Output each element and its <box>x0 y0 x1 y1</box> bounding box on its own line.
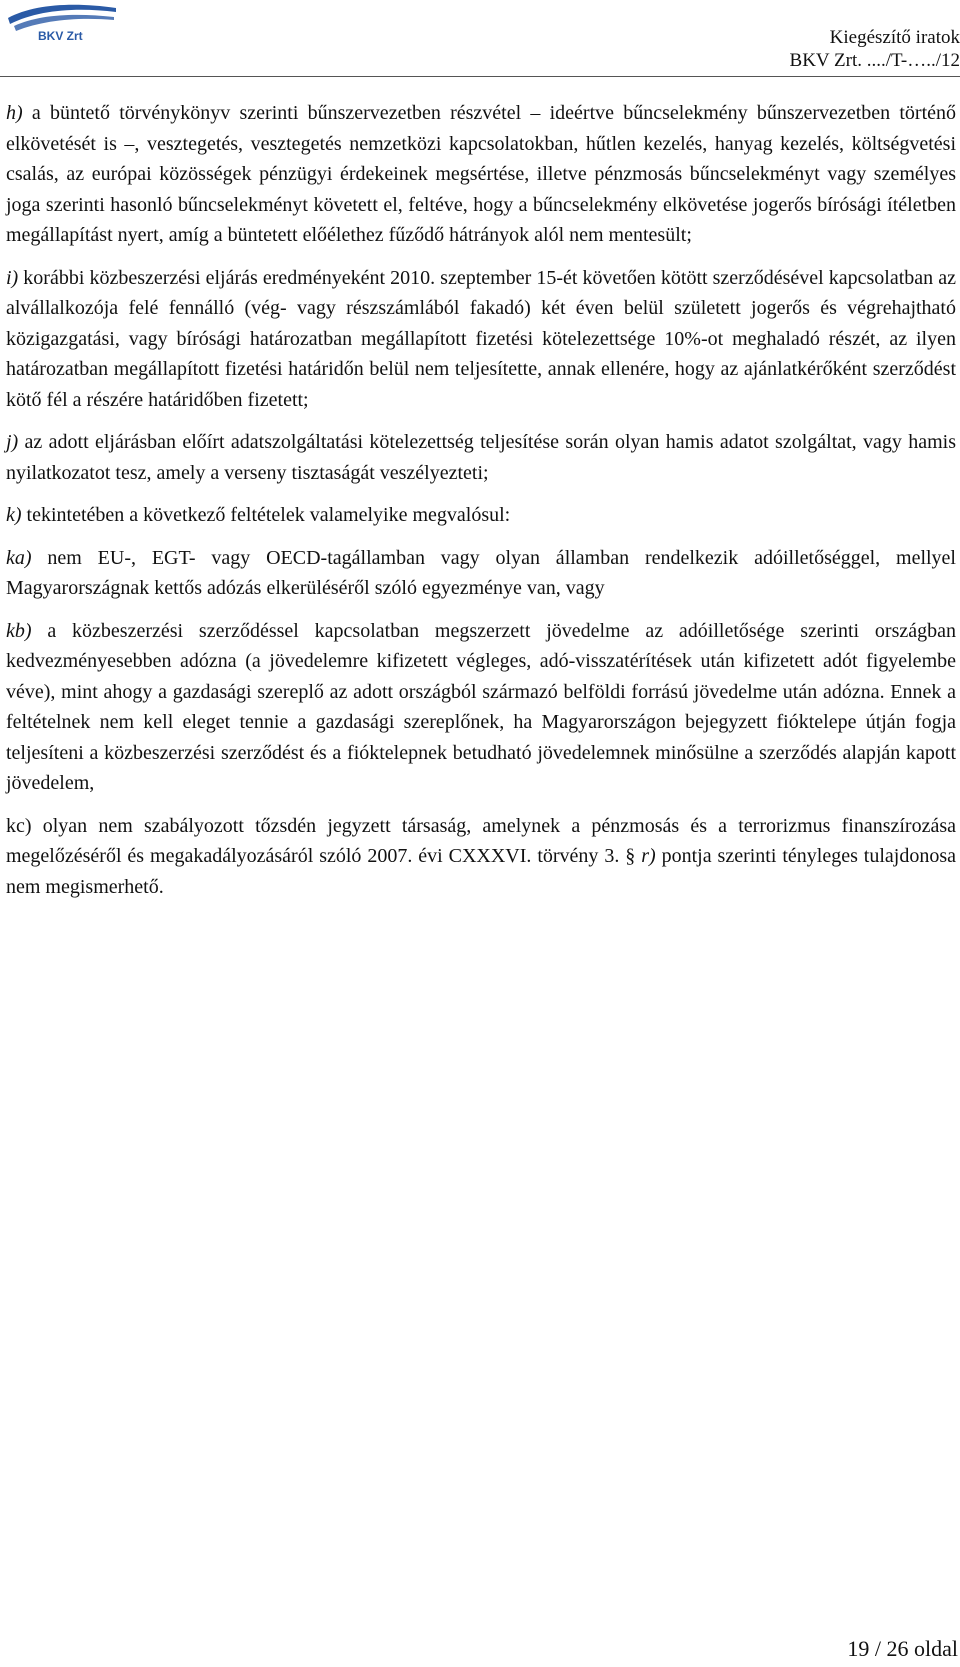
paragraph-h <box>6 98 956 251</box>
paragraph-j <box>6 427 956 488</box>
paragraph-label: ka) <box>6 546 32 569</box>
paragraph-italic-ref: r) <box>641 845 656 867</box>
paragraph-text: nem EU-, EGT- vagy OECD-tagállamban vagy olyan államban rendelkezik adóilletőséggel, mellyel Magyarországnak kettős adózás elkerüléséről szóló egyezménye van, vagy <box>6 546 956 599</box>
page-number: 19 / 26 oldal <box>847 1636 958 1661</box>
page-header <box>0 0 960 80</box>
paragraph-text: a közbeszerzési szerződéssel kapcsolatban megszerzett jövedelme az adóilletősége szerinti országban kedvezményesebben adózna (a jövedelemre kifizetett végleges, adó-visszatérítések után kifizetett adót figyelembe véve), mint ahogy a gazdasági szereplő az adott országból származó belföldi forrású jövedelme után adózna. Ennek a feltételnek nem kell eleget tennie a gazdasági szereplőnek, ha Magyarországon bejegyzett fióktelepe útján fogja teljesíteni a közbeszerzési szerződést és a fióktelepnek betudható jövedelemnek minősülne a szerződés alapján kapott jövedelem, <box>6 619 956 794</box>
document-body <box>6 98 956 914</box>
paragraph-text: az adott eljárásban előírt adatszolgáltatási kötelezettség teljesítése során olyan hamis adatot szolgáltat, vagy hamis nyilatkozatot tesz, amely a verseny tisztaságát veszélyezteti; <box>6 431 956 484</box>
header-divider <box>0 76 960 77</box>
paragraph-text: kc) olyan nem szabályozott tőzsdén jegyzett társaság, amelynek a pénzmosás és a terrorizmus finanszírozása megelőzéséről és megakadályozásáról szóló 2007. évi CXXXVI. törvény 3. § <box>6 814 956 867</box>
paragraph-k <box>6 500 956 531</box>
paragraph-label: kb) <box>6 619 32 642</box>
paragraph-label: j) <box>6 431 19 453</box>
paragraph-label: h) <box>6 102 23 124</box>
bkv-logo-icon <box>4 2 122 44</box>
header-doc-type: Kiegészítő iratok <box>829 27 960 48</box>
paragraph-ka <box>6 543 956 604</box>
paragraph-kb <box>6 616 956 799</box>
paragraph-text: a büntető törvénykönyv szerinti bűnszervezetben részvétel – ideértve bűncselekmény bűnszervezetben történő elkövetését is –, vesztegetés, vesztegetés nemzetközi kapcsolatokban, hűtlen kezelés, hanyag kezelés, költségvetési csalás, az európai közösségek pénzügyi érdekeinek megsértése, illetve pénzmosás bűncselekményt vagy személyes joga szerinti hasonló bűncselekményt követett el, feltéve, hogy a bűncselekmény elkövetése jogerős bírósági ítéletben megállapítást nyert, amíg a büntetett előélethez fűződő hátrányok alól nem mentesült; <box>6 102 956 246</box>
paragraph-kc <box>6 811 956 903</box>
paragraph-text: tekintetében a következő feltételek valamelyike megvalósul: <box>21 504 511 526</box>
paragraph-text: korábbi közbeszerzési eljárás eredményeként 2010. szeptember 15-ét követően kötött szerződésével kapcsolatban az alvállalkozója felé fennálló (vég- vagy részszámlából fakadó) két éven belül született jogerős és végrehajtható közigazgatási, vagy bírósági határozatban megállapított fizetési kötelezettsége 10%-ot meghaladó részét, az ilyen határozatban megállapított fizetési határidőn belül nem teljesítette, annak ellenére, hogy az ajánlatkérőként szerződést kötő fél a részére határidőben fizetett; <box>6 266 956 411</box>
logo-text: BKV Zrt <box>38 29 83 43</box>
paragraph-label: i) <box>6 266 19 289</box>
header-info <box>790 26 960 72</box>
paragraph-i <box>6 263 956 416</box>
paragraph-label: k) <box>6 504 22 526</box>
header-doc-ref: BKV Zrt. ..../T-…../12 <box>789 50 960 71</box>
paragraph-tail: pontja szerinti tényleges tulajdonosa nem megismerhető. <box>6 845 956 898</box>
